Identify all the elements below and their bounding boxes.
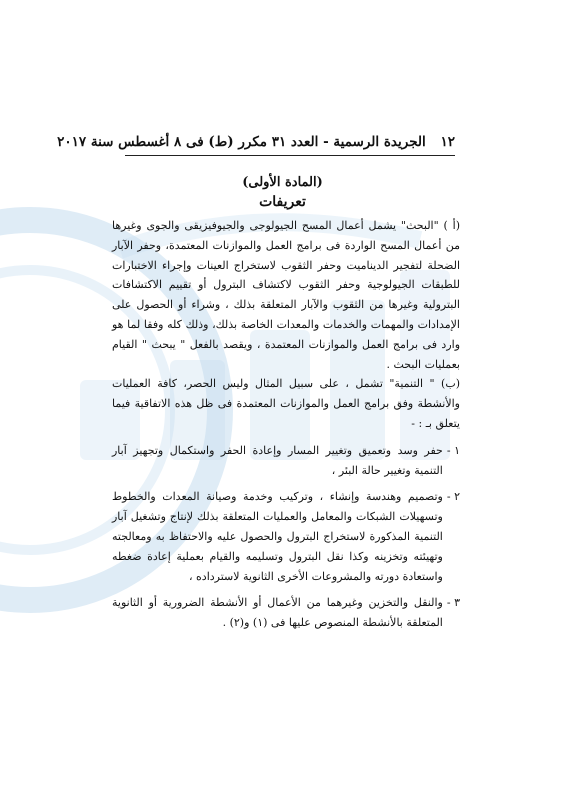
- section-title: تعريفات: [259, 194, 306, 210]
- list-item-text: وتصميم وهندسة وإنشاء ، وتركيب وخدمة وصيانة المعدات والخطوط وتسهيلات الشبكات والمعامل والعمليات المتعلقة بذلك لإنتاج وتشغيل آبار التنمية المذكورة لاستخراج البترول والحصول عليه والاحتفاظ به ومعالجته وتهيئته وتخزينه وكذا نقل البترول وتسليمه والقيام بعملية إعادة ضغطه واستعادة دورته والمشروعات الأخرى الثانوية لاسترداده ،: [112, 490, 443, 583]
- list-item-text: حفر وسد وتعميق وتغيير المسار وإعادة الحفر واستكمال وتجهيز آبار التنمية وتغيير حالة البئر ،: [112, 443, 443, 477]
- list-item-number: ١ -: [446, 443, 460, 457]
- definition-text: "البحث" يشمل أعمال المسح الجيولوجى والجيوفيزيقى والجوى وغيرها من أعمال المسح الواردة فى برامج العمل والموازنات المعتمدة، وحفر الآبار الضحلة لتفجير الديناميت وحفر الثقوب لاستخراج العينات وإجراء الاختبارات للطبقات الجيولوجية وحفر الثقوب لاكتشاف البترول أو تقييم الاكتشافات البترولية وغيرها من الثقوب والآبار المتعلقة بذلك ، وشراء أو الحصول على الإمدادات والمهمات والخدمات والمعدات الخاصة بذلك، وذلك كله وفقا لما هو وارد فى برامج العمل والموازنات المعتمدة ، ويقصد بالفعل " يبحث " القيام بعمليات البحث .: [112, 219, 460, 371]
- page-header: [57, 134, 455, 150]
- list-item-number: ٣ -: [446, 596, 460, 610]
- page-number: ١٢: [440, 134, 455, 150]
- definition-paragraph: [112, 374, 460, 433]
- list-item: [112, 487, 460, 586]
- definition-marker: (أ ): [443, 219, 460, 232]
- definition-text: " التنمية" تشمل ، على سبيل المثال وليس الحصر، كافة العمليات والأنشطة وفق برامج العمل والموازنات المعتمدة فى ظل هذه الاتفاقية فيما يتعلق بـ : -: [112, 377, 460, 430]
- header-divider: [125, 155, 455, 156]
- list-item-number: ٢ -: [446, 490, 460, 504]
- document-body: [112, 216, 460, 633]
- list-item: [112, 441, 460, 481]
- definition-marker: (ب): [441, 377, 460, 391]
- list-item: [112, 593, 460, 633]
- definition-paragraph: [112, 216, 460, 374]
- article-title: (المادة الأولى): [242, 175, 323, 190]
- gazette-title: الجريدة الرسمية - العدد ٣١ مكرر (ط) فى ٨ أغسطس سنة ٢٠١٧: [57, 134, 426, 150]
- list-item-text: والنقل والتخزين وغيرهما من الأعمال أو الأنشطة الضرورية أو الثانوية المتعلقة بالأنشطة المنصوص عليها فى (١) و(٢) .: [112, 596, 443, 630]
